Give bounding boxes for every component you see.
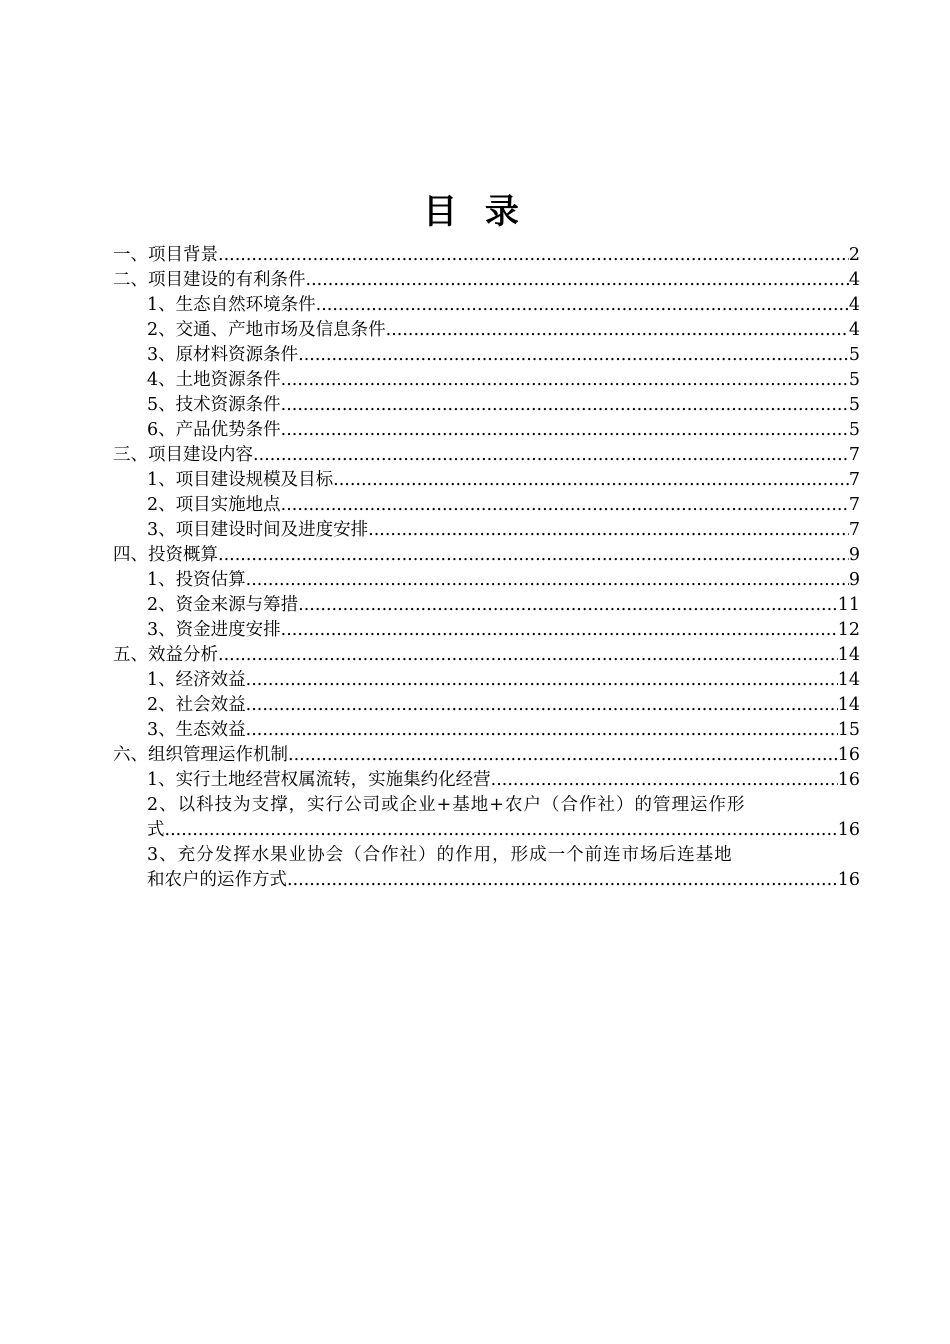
toc-entry[interactable]	[113, 393, 860, 418]
toc-page-number: 9	[848, 570, 860, 590]
toc-entry-text: 1、实行土地经营权属流转，实施集约化经营	[147, 770, 491, 790]
toc-dot-leader	[246, 693, 838, 718]
toc-entry-text: 2、交通、产地市场及信息条件	[147, 320, 386, 340]
toc-dot-leader	[333, 468, 849, 493]
toc-dot-leader	[281, 618, 838, 643]
toc-dot-leader	[246, 568, 849, 593]
toc-page-number: 2	[848, 245, 860, 265]
toc-entry[interactable]	[113, 293, 860, 318]
toc-entry[interactable]	[113, 243, 860, 268]
toc-page-number: 14	[837, 695, 860, 715]
toc-entry-wrapped-line[interactable]: 3、充分发挥水果业协会（合作社）的作用，形成一个前连市场后连基地	[147, 845, 733, 865]
toc-dot-leader	[316, 293, 849, 318]
toc-page-number: 5	[848, 345, 860, 365]
toc-page-number: 16	[837, 770, 860, 790]
toc-dot-leader	[165, 818, 838, 843]
table-of-contents	[113, 243, 860, 893]
toc-entry-text: 式	[147, 820, 165, 840]
toc-dot-leader	[218, 543, 849, 568]
toc-page-number: 9	[848, 545, 860, 565]
toc-page-number: 4	[848, 295, 860, 315]
toc-page-number: 15	[837, 720, 860, 740]
toc-page-number: 5	[848, 370, 860, 390]
toc-entry-text: 3、原材料资源条件	[147, 345, 299, 365]
toc-page-number: 4	[848, 320, 860, 340]
toc-page-number: 12	[837, 620, 860, 640]
toc-entry-text: 6、产品优势条件	[147, 420, 281, 440]
toc-dot-leader	[253, 443, 849, 468]
toc-dot-leader	[386, 318, 849, 343]
toc-dot-leader	[218, 243, 849, 268]
toc-entry[interactable]	[113, 618, 860, 643]
toc-entry[interactable]	[113, 643, 860, 668]
toc-entry-text: 五、效益分析	[113, 645, 218, 665]
toc-entry-text: 2、社会效益	[147, 695, 246, 715]
toc-entry-text: 5、技术资源条件	[147, 395, 281, 415]
toc-dot-leader	[281, 368, 849, 393]
toc-page-number: 16	[837, 870, 860, 890]
toc-entry[interactable]	[113, 493, 860, 518]
toc-entry-text: 2、资金来源与筹措	[147, 595, 299, 615]
toc-entry[interactable]	[113, 443, 860, 468]
toc-entry[interactable]	[113, 468, 860, 493]
toc-entry[interactable]	[113, 543, 860, 568]
toc-page-number: 16	[837, 820, 860, 840]
toc-dot-leader	[281, 493, 849, 518]
toc-entry[interactable]	[113, 268, 860, 293]
toc-entry[interactable]	[113, 718, 860, 743]
toc-page-number: 7	[848, 520, 860, 540]
toc-entry[interactable]	[113, 818, 860, 843]
toc-entry-text: 3、资金进度安排	[147, 620, 281, 640]
toc-dot-leader	[246, 668, 838, 693]
toc-entry[interactable]	[113, 593, 860, 618]
toc-dot-leader	[288, 743, 838, 768]
toc-entry[interactable]	[113, 368, 860, 393]
toc-entry[interactable]	[113, 693, 860, 718]
toc-page-number: 11	[837, 595, 860, 615]
toc-page-number: 14	[837, 645, 860, 665]
toc-page-number: 5	[848, 395, 860, 415]
toc-dot-leader	[281, 418, 849, 443]
toc-entry-text: 4、土地资源条件	[147, 370, 281, 390]
toc-entry-text: 二、项目建设的有利条件	[113, 270, 306, 290]
toc-dot-leader	[287, 868, 838, 893]
toc-entry-text: 3、项目建设时间及进度安排	[147, 520, 369, 540]
toc-entry-text: 1、经济效益	[147, 670, 246, 690]
toc-page-number: 4	[848, 270, 860, 290]
toc-entry[interactable]	[113, 768, 860, 793]
toc-entry-text: 三、项目建设内容	[113, 445, 253, 465]
toc-dot-leader	[218, 643, 838, 668]
toc-entry-text: 和农户的运作方式	[147, 870, 287, 890]
toc-entry[interactable]	[113, 318, 860, 343]
toc-page-number: 5	[848, 420, 860, 440]
toc-entry[interactable]	[113, 868, 860, 893]
toc-page-number: 7	[848, 495, 860, 515]
toc-entry[interactable]	[113, 743, 860, 768]
toc-entry[interactable]	[113, 418, 860, 443]
toc-page-number: 7	[848, 470, 860, 490]
toc-entry-text: 2、项目实施地点	[147, 495, 281, 515]
toc-entry-text: 1、投资估算	[147, 570, 246, 590]
toc-entry-text: 六、组织管理运作机制	[113, 745, 288, 765]
toc-page-number: 16	[837, 745, 860, 765]
toc-dot-leader	[281, 393, 849, 418]
toc-dot-leader	[491, 768, 838, 793]
toc-dot-leader	[306, 268, 849, 293]
toc-entry-wrapped-line[interactable]: 2、以科技为支撑，实行公司或企业+基地+农户（合作社）的管理运作形	[147, 795, 746, 815]
toc-dot-leader	[298, 593, 838, 618]
toc-page-number: 14	[837, 670, 860, 690]
toc-entry-text: 四、投资概算	[113, 545, 218, 565]
toc-entry[interactable]	[113, 343, 860, 368]
toc-entry[interactable]	[113, 668, 860, 693]
toc-entry-text: 3、生态效益	[147, 720, 246, 740]
toc-page-number: 7	[848, 445, 860, 465]
toc-dot-leader	[368, 518, 849, 543]
toc-entry-text: 一、项目背景	[113, 245, 218, 265]
toc-entry[interactable]	[113, 568, 860, 593]
toc-entry[interactable]	[113, 518, 860, 543]
toc-dot-leader	[246, 718, 838, 743]
toc-entry-text: 1、生态自然环境条件	[147, 295, 316, 315]
toc-entry-text: 1、项目建设规模及目标	[147, 470, 334, 490]
toc-dot-leader	[298, 343, 849, 368]
page-title: 目 录	[423, 192, 527, 232]
